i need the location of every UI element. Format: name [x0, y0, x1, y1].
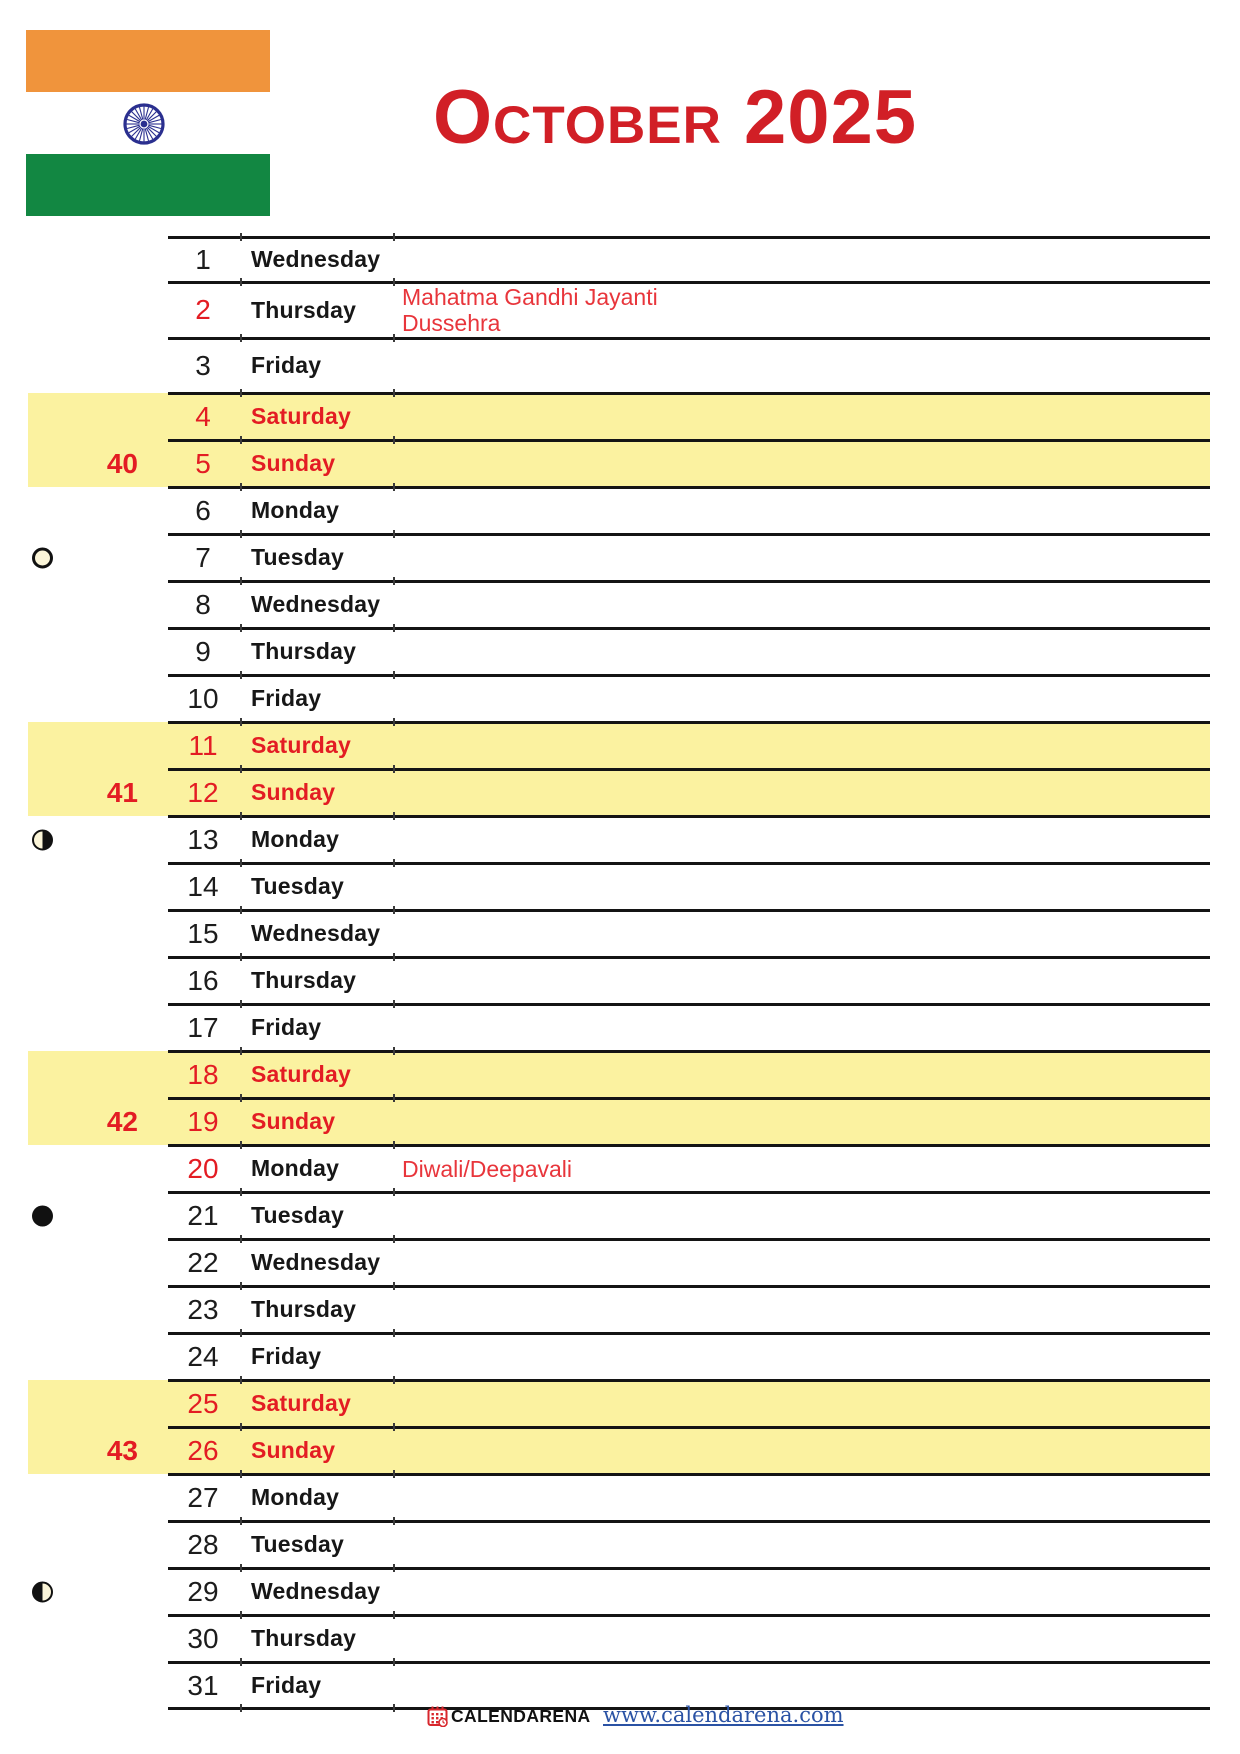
day-name: Sunday	[251, 450, 336, 476]
week-number: 42	[106, 1105, 138, 1137]
day-name: Saturday	[251, 403, 352, 429]
day-name: Friday	[251, 1672, 322, 1698]
column-tick	[393, 436, 395, 444]
calendar-day-row	[28, 1568, 1210, 1615]
calendar-day-row	[28, 1333, 1210, 1380]
column-tick	[393, 1047, 395, 1055]
day-name: Wednesday	[251, 1578, 381, 1604]
day-number: 28	[187, 1528, 219, 1560]
column-tick	[393, 1376, 395, 1384]
day-number: 25	[187, 1387, 219, 1419]
day-number: 18	[187, 1058, 219, 1090]
calendar-day-row	[28, 338, 1210, 393]
calendar-day-row	[28, 393, 1210, 440]
day-number: 20	[187, 1152, 219, 1184]
india-flag	[26, 30, 270, 216]
calendar-day-row	[28, 816, 1210, 863]
calendar-day-row	[28, 675, 1210, 722]
day-name: Friday	[251, 352, 322, 378]
column-tick	[240, 1188, 242, 1196]
last-quarter-moon-icon	[32, 829, 53, 850]
calendar-day-row	[28, 769, 1210, 816]
calendar-list	[28, 237, 1210, 1712]
column-tick	[240, 1282, 242, 1290]
calendar-day-row	[28, 237, 1210, 282]
day-number: 10	[187, 682, 219, 714]
column-tick	[240, 624, 242, 632]
column-tick	[393, 1423, 395, 1431]
column-tick	[393, 765, 395, 773]
flag-green-band	[26, 154, 270, 216]
column-tick	[240, 718, 242, 726]
column-tick	[393, 624, 395, 632]
first-quarter-moon-icon	[32, 1581, 53, 1602]
column-tick	[393, 334, 395, 342]
brand-name: CALENDARENA	[451, 1706, 591, 1726]
calendar-day-row	[28, 1192, 1210, 1239]
calendar-day-row	[28, 1474, 1210, 1521]
column-tick	[393, 1000, 395, 1008]
day-number: 1	[195, 243, 211, 275]
column-tick	[240, 1235, 242, 1243]
day-name: Thursday	[251, 967, 357, 993]
week-number: 43	[106, 1434, 138, 1466]
holiday-cell	[393, 284, 658, 336]
column-tick	[240, 1376, 242, 1384]
calendar-day-row	[28, 957, 1210, 1004]
column-tick	[240, 1141, 242, 1149]
calendar-day-row	[28, 628, 1210, 675]
day-number: 13	[187, 823, 219, 855]
page-title: October 2025	[432, 75, 918, 160]
day-number: 8	[195, 588, 211, 620]
calendar-day-row	[28, 863, 1210, 910]
calendar-day-row	[28, 722, 1210, 769]
day-name: Tuesday	[251, 1202, 345, 1228]
day-number: 6	[195, 494, 211, 526]
calendar-day-row	[28, 1521, 1210, 1568]
holiday-label: Diwali/Deepavali	[402, 1155, 573, 1182]
column-tick	[393, 671, 395, 679]
column-tick	[393, 812, 395, 820]
calendar-day-row	[28, 1004, 1210, 1051]
day-number: 31	[187, 1669, 219, 1701]
column-tick	[393, 577, 395, 585]
column-tick	[240, 1611, 242, 1619]
calendar-day-row	[28, 1615, 1210, 1662]
column-tick	[240, 1329, 242, 1337]
day-number: 26	[187, 1434, 219, 1466]
website-link[interactable]: www.calendarena.com	[603, 1703, 844, 1727]
column-tick	[240, 812, 242, 820]
column-tick	[393, 1658, 395, 1666]
day-name: Wednesday	[251, 591, 381, 617]
day-number: 19	[187, 1105, 219, 1137]
column-tick	[240, 859, 242, 867]
calendar-day-row	[28, 1380, 1210, 1427]
calendar-day-row	[28, 1098, 1210, 1145]
day-number: 4	[195, 400, 211, 432]
day-name: Saturday	[251, 732, 352, 758]
column-tick	[240, 765, 242, 773]
column-tick	[393, 906, 395, 914]
calendar-day-row	[28, 1286, 1210, 1333]
day-number: 2	[195, 294, 211, 325]
column-tick	[393, 859, 395, 867]
day-name: Sunday	[251, 779, 336, 805]
calendar-day-row	[28, 910, 1210, 957]
day-number: 12	[187, 776, 219, 808]
day-number: 23	[187, 1293, 219, 1325]
day-name: Wednesday	[251, 920, 381, 946]
column-tick	[240, 1047, 242, 1055]
calendar-day-row	[28, 534, 1210, 581]
column-tick	[240, 1517, 242, 1525]
holiday-cell	[393, 1156, 572, 1182]
day-name: Sunday	[251, 1437, 336, 1463]
day-name: Sunday	[251, 1108, 336, 1134]
day-number: 9	[195, 635, 211, 667]
column-tick	[393, 530, 395, 538]
column-tick	[393, 1188, 395, 1196]
footer	[0, 1702, 1210, 1742]
day-name: Monday	[251, 497, 340, 523]
calendar-logo-icon	[427, 1706, 448, 1727]
week-number: 40	[106, 447, 138, 479]
column-tick	[240, 483, 242, 491]
column-tick	[393, 1141, 395, 1149]
day-number: 7	[195, 541, 211, 573]
column-tick	[393, 1282, 395, 1290]
column-tick	[393, 1517, 395, 1525]
column-tick	[240, 906, 242, 914]
ashoka-chakra-icon	[122, 102, 166, 146]
column-tick	[240, 389, 242, 397]
column-tick	[393, 1470, 395, 1478]
day-name: Friday	[251, 1014, 322, 1040]
column-tick	[240, 953, 242, 961]
day-name: Thursday	[251, 1296, 357, 1322]
column-tick	[240, 530, 242, 538]
column-tick	[240, 233, 242, 241]
day-number: 17	[187, 1011, 219, 1043]
calendar-day-row	[28, 1145, 1210, 1192]
day-number: 27	[187, 1481, 219, 1513]
column-tick	[393, 1329, 395, 1337]
column-tick	[393, 1611, 395, 1619]
column-tick	[240, 1000, 242, 1008]
holiday-label: Dussehra	[402, 310, 501, 336]
column-tick	[240, 1094, 242, 1102]
column-tick	[393, 483, 395, 491]
column-tick	[240, 334, 242, 342]
day-number: 16	[187, 964, 219, 996]
column-tick	[393, 233, 395, 241]
column-tick	[393, 1094, 395, 1102]
column-tick	[240, 577, 242, 585]
column-tick	[393, 953, 395, 961]
day-name: Tuesday	[251, 873, 345, 899]
column-tick	[393, 1564, 395, 1572]
day-name: Monday	[251, 1155, 340, 1181]
day-name: Friday	[251, 1343, 322, 1369]
calendar-day-row	[28, 581, 1210, 628]
column-tick	[393, 278, 395, 286]
day-name: Monday	[251, 826, 340, 852]
calendar-day-row	[28, 1427, 1210, 1474]
calendar-day-row	[28, 440, 1210, 487]
day-number: 30	[187, 1622, 219, 1654]
day-number: 3	[195, 349, 211, 381]
calendar-day-row	[28, 1051, 1210, 1098]
calendar-day-row	[28, 487, 1210, 534]
holiday-label: Mahatma Gandhi Jayanti	[402, 284, 658, 310]
day-number: 15	[187, 917, 219, 949]
column-tick	[240, 1470, 242, 1478]
day-name: Saturday	[251, 1390, 352, 1416]
new-moon-icon	[32, 1205, 53, 1226]
column-tick	[393, 1235, 395, 1243]
column-tick	[393, 389, 395, 397]
day-name: Thursday	[251, 296, 357, 323]
day-number: 29	[187, 1575, 219, 1607]
column-tick	[240, 671, 242, 679]
calendar-rows	[28, 237, 1210, 1709]
calendar-day-row	[28, 282, 1210, 338]
day-name: Wednesday	[251, 246, 381, 272]
column-tick	[240, 1658, 242, 1666]
full-moon-icon	[32, 547, 53, 568]
day-name: Tuesday	[251, 1531, 345, 1557]
flag-saffron-band	[26, 30, 270, 92]
day-number: 11	[188, 729, 218, 761]
week-number: 41	[106, 776, 138, 808]
day-name: Thursday	[251, 1625, 357, 1651]
column-tick	[240, 278, 242, 286]
day-name: Monday	[251, 1484, 340, 1510]
calendar-day-row	[28, 1239, 1210, 1286]
day-name: Thursday	[251, 638, 357, 664]
day-number: 21	[187, 1199, 219, 1231]
day-number: 14	[187, 870, 219, 902]
column-tick	[393, 718, 395, 726]
day-name: Saturday	[251, 1061, 352, 1087]
column-tick	[240, 1564, 242, 1572]
day-number: 24	[187, 1340, 219, 1372]
day-name: Tuesday	[251, 544, 345, 570]
day-number: 5	[195, 447, 211, 479]
day-name: Wednesday	[251, 1249, 381, 1275]
column-tick	[240, 436, 242, 444]
day-number: 22	[187, 1246, 219, 1278]
day-name: Friday	[251, 685, 322, 711]
column-tick	[240, 1423, 242, 1431]
